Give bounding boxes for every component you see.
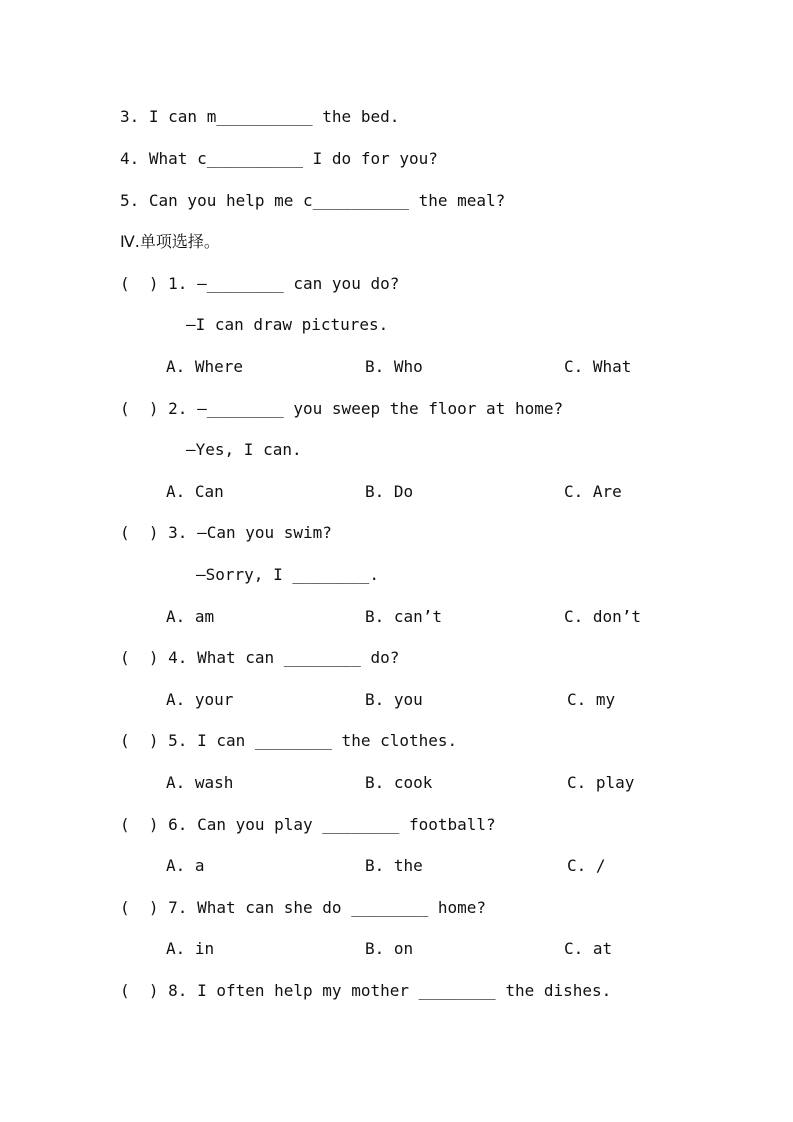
question-1-stem: ( ) 1. —________ can you do? xyxy=(120,274,400,293)
question-7-option-c: C. at xyxy=(564,939,613,958)
fill-in-item-4: 4. What c__________ I do for you? xyxy=(120,149,438,168)
question-5-option-c: C. play xyxy=(567,773,635,792)
question-1-option-a: A. Where xyxy=(166,357,244,376)
question-3-option-a: A. am xyxy=(166,607,215,626)
question-6-stem: ( ) 6. Can you play ________ football? xyxy=(120,815,496,834)
section-title: Ⅳ.单项选择。 xyxy=(120,232,220,251)
question-7-option-b: B. on xyxy=(365,939,414,958)
question-7-option-a: A. in xyxy=(166,939,215,958)
question-8-stem: ( ) 8. I often help my mother ________ the dishes. xyxy=(120,981,612,1000)
question-5-option-a: A. wash xyxy=(166,773,234,792)
question-6-option-a: A. a xyxy=(166,856,205,875)
question-2-option-b: B. Do xyxy=(365,482,414,501)
question-2-option-a: A. Can xyxy=(166,482,224,501)
question-3-option-c: C. don’t xyxy=(564,607,642,626)
question-4-stem: ( ) 4. What can ________ do? xyxy=(120,648,400,667)
question-1-option-b: B. Who xyxy=(365,357,423,376)
question-4-option-b: B. you xyxy=(365,690,423,709)
question-4-option-c: C. my xyxy=(567,690,616,709)
fill-in-item-3: 3. I can m__________ the bed. xyxy=(120,107,400,126)
question-5-stem: ( ) 5. I can ________ the clothes. xyxy=(120,731,458,750)
question-2-option-c: C. Are xyxy=(564,482,622,501)
fill-in-item-5: 5. Can you help me c__________ the meal? xyxy=(120,191,506,210)
question-4-option-a: A. your xyxy=(166,690,234,709)
question-7-stem: ( ) 7. What can she do ________ home? xyxy=(120,898,487,917)
question-1-option-c: C. What xyxy=(564,357,632,376)
question-3-reply: —Sorry, I ________. xyxy=(196,565,380,584)
question-2-reply: —Yes, I can. xyxy=(186,440,302,459)
question-3-stem: ( ) 3. —Can you swim? xyxy=(120,523,332,542)
question-2-stem: ( ) 2. —________ you sweep the floor at home? xyxy=(120,399,564,418)
question-3-option-b: B. can’t xyxy=(365,607,443,626)
question-6-option-b: B. the xyxy=(365,856,423,875)
question-5-option-b: B. cook xyxy=(365,773,433,792)
question-6-option-c: C. / xyxy=(567,856,606,875)
question-1-reply: —I can draw pictures. xyxy=(186,315,389,334)
